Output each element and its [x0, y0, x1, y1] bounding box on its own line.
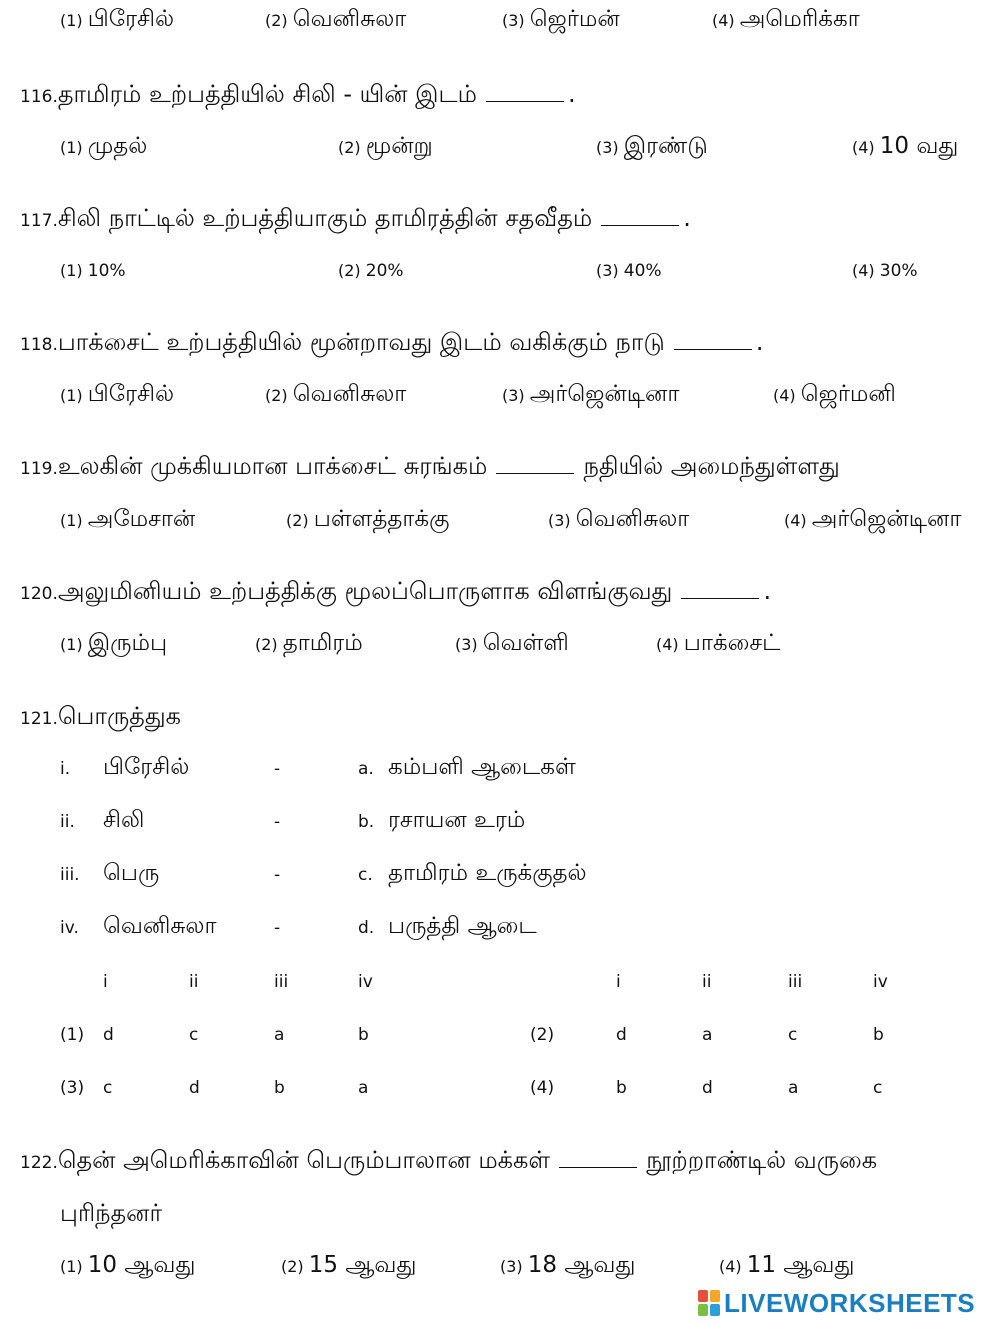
q117-question: 117.சிலி நாட்டில் உற்பத்தியாகும் தாமிரத்தின் சதவீதம் . [20, 204, 691, 232]
question-text: பாக்சைட் உற்பத்தியில் மூன்றாவது இடம் வகிக்கும் நாடு [57, 328, 665, 356]
q120-option-3[interactable]: (3) வெள்ளி [455, 630, 569, 656]
q118-question: 118.பாக்சைட் உற்பத்தியில் மூன்றாவது இடம் வகிக்கும் நாடு . [20, 328, 764, 356]
match-letter: b. [358, 812, 375, 832]
question-text: அலுமினியம் உற்பத்திக்கு மூலப்பொருளாக விளங்குவது [57, 577, 673, 605]
option-cell: d [103, 1025, 114, 1045]
q116-option-1[interactable]: (1) முதல் [60, 133, 148, 159]
match-left-item: பிரேசில் [103, 754, 190, 780]
q118-option-1[interactable]: (1) பிரேசில் [60, 381, 175, 407]
match-dash: - [274, 812, 281, 832]
q116-option-3[interactable]: (3) இரண்டு [596, 133, 708, 159]
q122-option-3[interactable]: (3) 18 ஆவது [500, 1252, 636, 1278]
match-dash: - [274, 759, 281, 779]
q115-option-4[interactable]: (4) அமெரிக்கா [712, 6, 860, 32]
option-header-cell: iii [788, 972, 803, 992]
question-text: தென் அமெரிக்காவின் பெரும்பாலான மக்கள் [57, 1146, 550, 1174]
q122-question: 122.தென் அமெரிக்காவின் பெரும்பாலான மக்கள் நூற்றாண்டில் வருகை [20, 1146, 878, 1174]
liveworksheets-logo[interactable] [698, 1288, 975, 1318]
q117-option-2[interactable]: (2) 20% [338, 261, 404, 281]
answer-blank[interactable] [486, 83, 564, 102]
option-cell: a [702, 1025, 713, 1045]
question-number: 120. [20, 584, 58, 604]
option-header-cell: ii [189, 972, 199, 992]
option-cell: d [616, 1025, 627, 1045]
q121-option-4[interactable]: (4) [530, 1078, 555, 1098]
q121-option-2[interactable]: (2) [530, 1025, 555, 1045]
question-number: 121. [20, 709, 58, 729]
logo-text: LIVEWORKSHEETS [724, 1287, 976, 1318]
match-right-item: கம்பளி ஆடைகள் [388, 754, 576, 780]
match-left-item: வெனிசுலா [103, 913, 217, 939]
q119-option-2[interactable]: (2) பள்ளத்தாக்கு [286, 506, 450, 532]
question-text: பொருத்துக [57, 702, 181, 730]
q120-option-4[interactable]: (4) பாக்சைட் [656, 630, 781, 656]
match-letter: a. [358, 759, 374, 779]
option-cell: b [274, 1078, 285, 1098]
match-roman: ii. [60, 812, 75, 832]
match-left-item: சிலி [103, 807, 145, 833]
match-right-item: ரசாயன உரம் [388, 807, 526, 833]
q121-option-1[interactable]: (1) [60, 1025, 85, 1045]
option-header-cell: ii [702, 972, 712, 992]
q122-option-2[interactable]: (2) 15 ஆவது [281, 1252, 417, 1278]
answer-blank[interactable] [674, 331, 752, 350]
question-text: சிலி நாட்டில் உற்பத்தியாகும் தாமிரத்தின் சதவீதம் [57, 204, 593, 232]
q119-question: 119.உலகின் முக்கியமான பாக்சைட் சுரங்கம் நதியில் அமைந்துள்ளது [20, 452, 840, 480]
match-right-item: பருத்தி ஆடை [388, 913, 537, 939]
match-dash: - [274, 918, 281, 938]
q117-option-4[interactable]: (4) 30% [852, 261, 918, 281]
q120-option-1[interactable]: (1) இரும்பு [60, 630, 168, 656]
match-roman: i. [60, 759, 71, 779]
match-roman: iv. [60, 918, 79, 938]
match-letter: d. [358, 918, 375, 938]
answer-blank[interactable] [601, 207, 679, 226]
option-cell: c [873, 1078, 883, 1098]
option-cell: b [873, 1025, 884, 1045]
option-header-cell: i [103, 972, 108, 992]
option-header-cell: iv [873, 972, 888, 992]
q120-option-2[interactable]: (2) தாமிரம் [255, 630, 363, 656]
match-letter: c. [358, 865, 373, 885]
q118-option-2[interactable]: (2) வெனிசுலா [265, 381, 407, 407]
question-number: 119. [20, 459, 58, 479]
q118-option-4[interactable]: (4) ஜெர்மனி [773, 381, 896, 407]
logo-tile [698, 1290, 708, 1302]
answer-blank[interactable] [681, 580, 759, 599]
question-number: 122. [20, 1153, 58, 1173]
question-text: தாமிரம் உற்பத்தியில் சிலி - யின் இடம் [57, 80, 477, 108]
q115-option-2[interactable]: (2) வெனிசுலா [265, 6, 407, 32]
option-cell: b [358, 1025, 369, 1045]
q118-option-3[interactable]: (3) அர்ஜென்டினா [502, 381, 680, 407]
q119-option-1[interactable]: (1) அமேசான் [60, 506, 196, 532]
option-cell: d [189, 1078, 200, 1098]
q120-question: 120.அலுமினியம் உற்பத்திக்கு மூலப்பொருளாக விளங்குவது . [20, 577, 772, 605]
option-cell: a [788, 1078, 799, 1098]
option-cell: b [616, 1078, 627, 1098]
match-dash: - [274, 865, 281, 885]
logo-mark-icon [698, 1290, 720, 1316]
match-left-item: பெரு [103, 860, 160, 886]
option-cell: a [358, 1078, 369, 1098]
question-text: உலகின் முக்கியமான பாக்சைட் சுரங்கம் [57, 452, 488, 480]
match-right-item: தாமிரம் உருக்குதல் [388, 860, 587, 886]
question-number: 117. [20, 211, 58, 231]
option-cell: c [788, 1025, 798, 1045]
option-header-cell: i [616, 972, 621, 992]
q119-option-4[interactable]: (4) அர்ஜென்டினா [784, 506, 962, 532]
q115-option-1[interactable]: (1) பிரேசில் [60, 6, 175, 32]
q116-option-4[interactable]: (4) 10 வது [852, 133, 959, 159]
option-cell: c [189, 1025, 199, 1045]
logo-tile [698, 1304, 708, 1316]
logo-tile [710, 1290, 720, 1302]
answer-blank[interactable] [496, 455, 574, 474]
option-header-cell: iv [358, 972, 373, 992]
question-number: 116. [20, 87, 58, 107]
q116-option-2[interactable]: (2) மூன்று [338, 133, 433, 159]
option-cell: c [103, 1078, 113, 1098]
option-cell: a [274, 1025, 285, 1045]
answer-blank[interactable] [559, 1149, 637, 1168]
match-roman: iii. [60, 865, 80, 885]
logo-tile [710, 1304, 720, 1316]
q117-option-3[interactable]: (3) 40% [596, 261, 662, 281]
q117-option-1[interactable]: (1) 10% [60, 261, 126, 281]
question-number: 118. [20, 335, 58, 355]
q115-option-3[interactable]: (3) ஜெர்மன் [502, 6, 620, 32]
option-cell: d [702, 1078, 713, 1098]
q116-question: 116.தாமிரம் உற்பத்தியில் சிலி - யின் இடம் . [20, 80, 576, 108]
q121-question [20, 702, 181, 733]
q122-question-line2: புரிந்தனர் [60, 1199, 162, 1227]
q121-option-3[interactable]: (3) [60, 1078, 85, 1098]
q122-option-4[interactable]: (4) 11 ஆவது [719, 1252, 855, 1278]
q119-option-3[interactable]: (3) வெனிசுலா [548, 506, 690, 532]
option-header-cell: iii [274, 972, 289, 992]
q122-option-1[interactable]: (1) 10 ஆவது [60, 1252, 196, 1278]
